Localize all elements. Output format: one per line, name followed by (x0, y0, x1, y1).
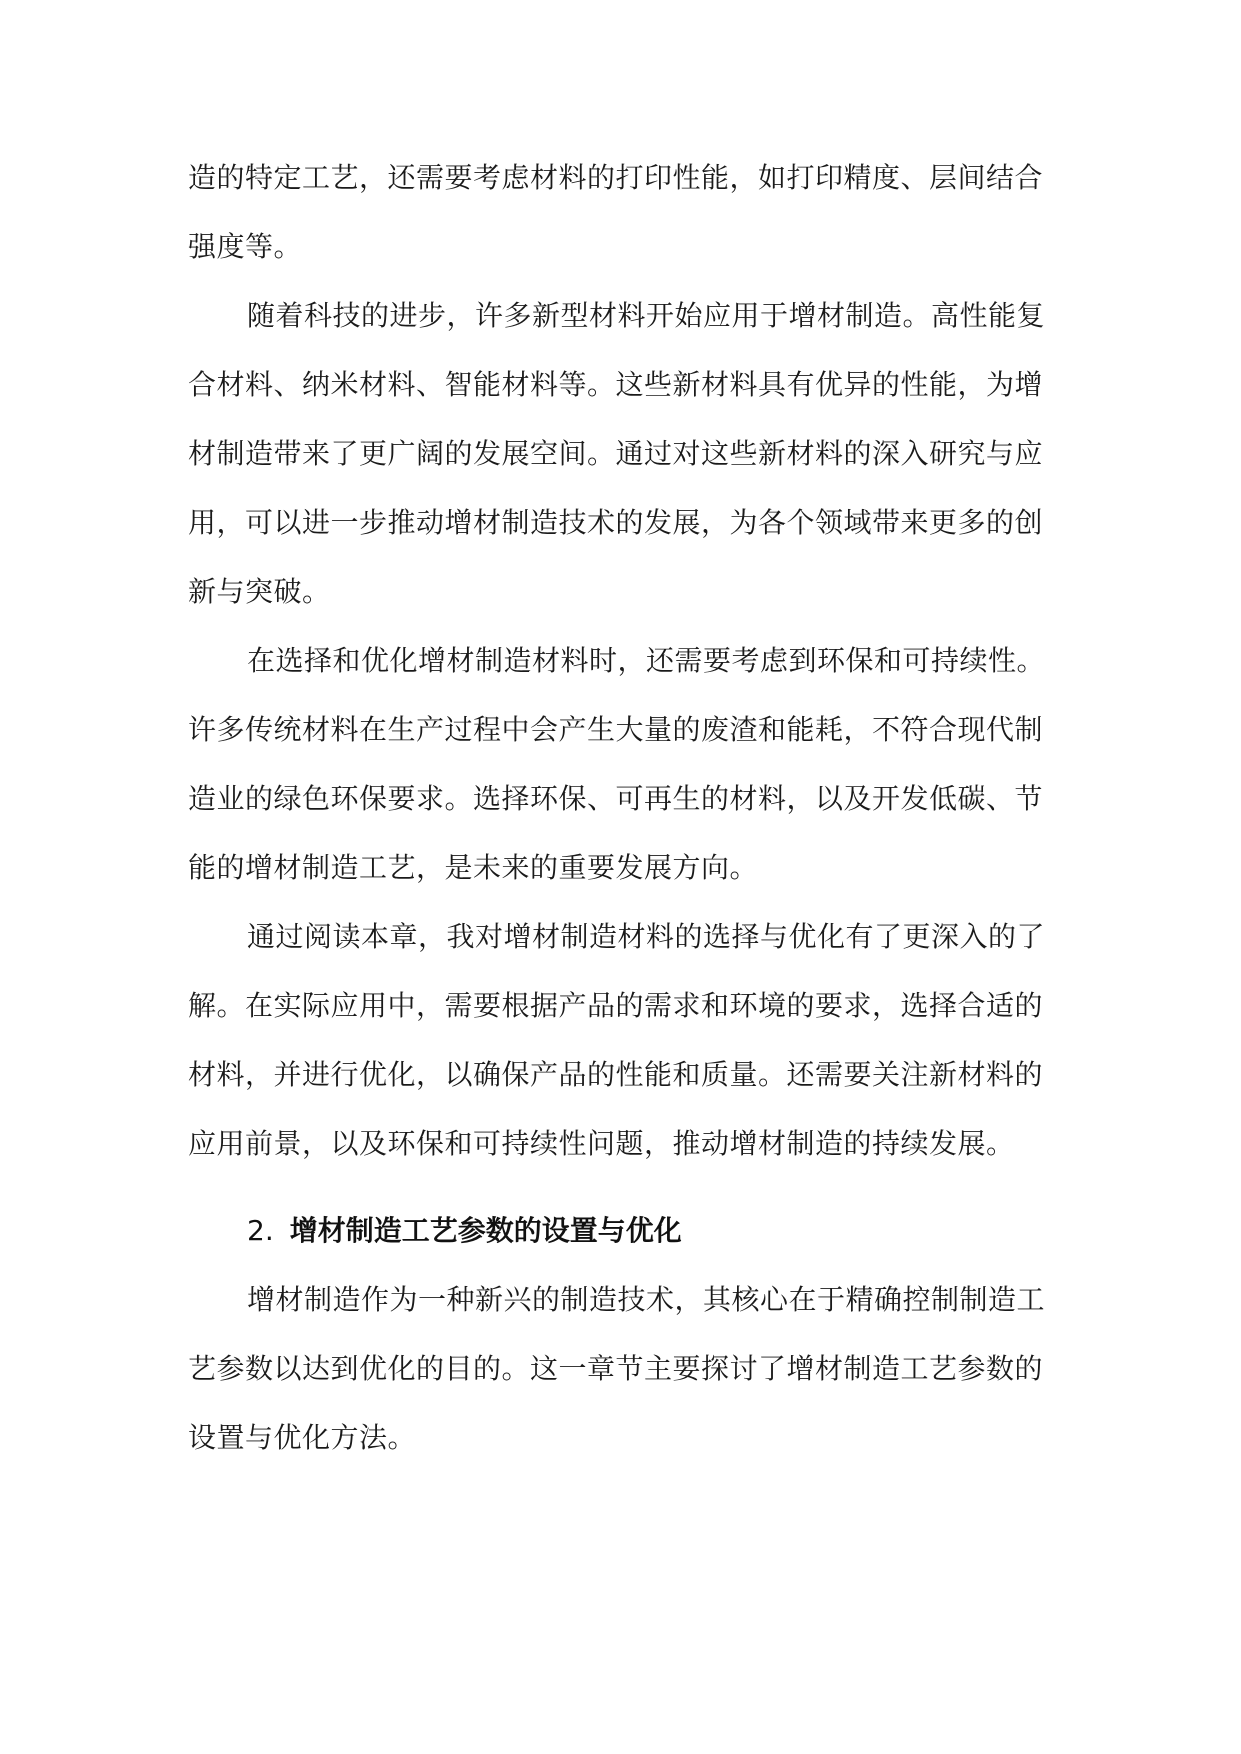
text-line: 造的特定工艺，还需要考虑材料的打印性能，如打印精度、层间结合 (188, 161, 1044, 194)
text-line: 合材料、纳米材料、智能材料等。这些新材料具有优异的性能，为增 (188, 368, 1044, 401)
section-title: 增材制造工艺参数的设置与优化 (289, 1214, 682, 1247)
paragraph (188, 1265, 1060, 1472)
paragraph (188, 281, 1060, 626)
section-number: 2. (247, 1214, 274, 1247)
text-line: 许多传统材料在生产过程中会产生大量的废渣和能耗，不符合现代制 (188, 713, 1044, 746)
paragraph (188, 902, 1060, 1178)
text-line: 材制造带来了更广阔的发展空间。通过对这些新材料的深入研究与应 (188, 437, 1044, 470)
text-line: 用，可以进一步推动增材制造技术的发展，为各个领域带来更多的创 (188, 506, 1044, 539)
text-line: 造业的绿色环保要求。选择环保、可再生的材料，以及开发低碳、节 (188, 782, 1044, 815)
section-heading (188, 1196, 1060, 1265)
text-line: 新与突破。 (188, 575, 331, 608)
text-line: 应用前景，以及环保和可持续性问题，推动增材制造的持续发展。 (188, 1127, 1015, 1160)
paragraph (188, 626, 1060, 902)
text-line: 设置与优化方法。 (188, 1421, 417, 1454)
text-line: 解。在实际应用中，需要根据产品的需求和环境的要求，选择合适的 (188, 989, 1044, 1022)
text-line: 强度等。 (188, 230, 303, 263)
text-line: 随着科技的进步，许多新型材料开始应用于增材制造。高性能复 (247, 299, 1046, 332)
text-line: 能的增材制造工艺，是未来的重要发展方向。 (188, 851, 759, 884)
paragraph (188, 143, 1060, 281)
text-line: 增材制造作为一种新兴的制造技术，其核心在于精确控制制造工 (247, 1283, 1046, 1316)
text-line: 在选择和优化增材制造材料时，还需要考虑到环保和可持续性。 (247, 644, 1046, 677)
document-body (188, 143, 1060, 1472)
text-line: 材料，并进行优化，以确保产品的性能和质量。还需要关注新材料的 (188, 1058, 1044, 1091)
text-line: 艺参数以达到优化的目的。这一章节主要探讨了增材制造工艺参数的 (188, 1352, 1044, 1385)
text-line: 通过阅读本章，我对增材制造材料的选择与优化有了更深入的了 (247, 920, 1046, 953)
